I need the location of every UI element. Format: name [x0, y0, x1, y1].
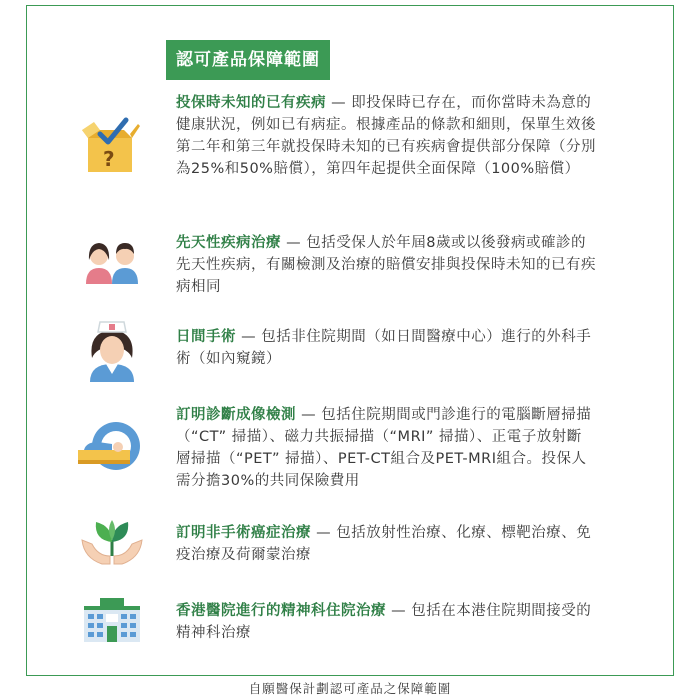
- coverage-item-cancer-treatment: [176, 522, 596, 566]
- item-body: — 包括在本港住院期間接受的精神科治療: [176, 603, 592, 641]
- hands-plant-icon: [80, 518, 144, 570]
- coverage-item-psychiatric: [176, 600, 596, 644]
- family-icon: [82, 232, 142, 284]
- svg-text:?: ?: [103, 147, 115, 171]
- item-title: 訂明非手術癌症治療: [176, 525, 311, 541]
- item-title: 訂明診斷成像檢測: [176, 407, 296, 423]
- ct-scanner-icon: [78, 420, 144, 476]
- section-title: 認可產品保障範圍: [166, 40, 330, 80]
- item-body: — 包括住院期間或門診進行的電腦斷層掃描（“CT” 掃描）、磁力共振掃描（“MRI” 掃描）、正電子放射斷層掃描（“PET” 掃描）、PET-CT組合及PET-MRI組合。投保人需分擔30%的共同保險費用: [176, 407, 592, 489]
- nurse-icon: [86, 318, 138, 382]
- question-box-icon: [80, 112, 142, 174]
- figure-caption: 自願醫保計劃認可產品之保障範圍: [248, 681, 452, 696]
- item-title: 先天性疾病治療: [176, 235, 281, 251]
- item-title: 香港醫院進行的精神科住院治療: [176, 603, 386, 619]
- item-body: — 包括放射性治療、化療、標靶治療、免疫治療及荷爾蒙治療: [176, 525, 592, 563]
- coverage-item-congenital: [176, 232, 596, 298]
- hospital-icon: [82, 596, 142, 642]
- item-title: 投保時未知的已有疾病: [176, 95, 326, 111]
- coverage-item-preexisting: [176, 92, 596, 180]
- item-body: — 包括非住院期間（如日間醫療中心）進行的外科手術（如內窺鏡）: [176, 329, 592, 367]
- coverage-item-imaging: [176, 404, 596, 492]
- item-title: 日間手術: [176, 329, 236, 345]
- coverage-item-day-surgery: [176, 326, 596, 370]
- item-body: — 即投保時已存在，而你當時未為意的健康狀況，例如已有病症。根據產品的條款和細則，保單生效後第二年和第三年就投保時未知的已有疾病會提供部分保障（分別為25%和50%賠償），第四年起提供全面保障（100%賠償）: [176, 95, 596, 177]
- item-body: — 包括受保人於年屆8歲或以後發病或確診的先天性疾病，有關檢測及治療的賠償安排與投保時未知的已有疾病相同: [176, 235, 596, 295]
